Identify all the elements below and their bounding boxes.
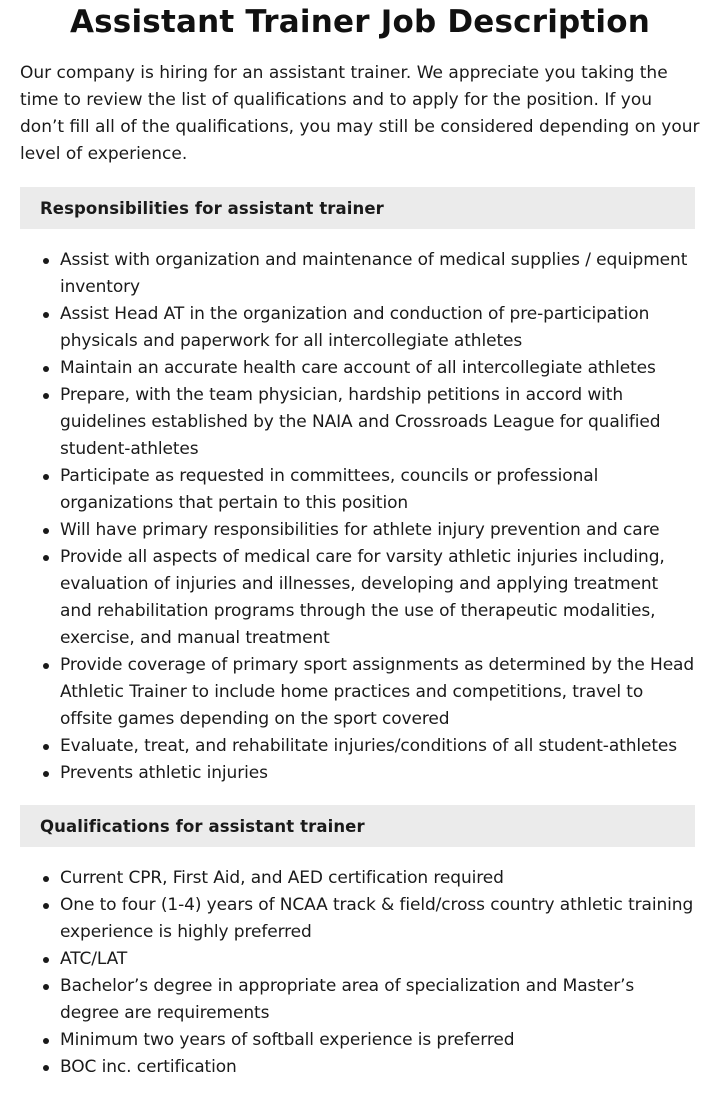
responsibilities-heading: Responsibilities for assistant trainer <box>40 198 384 218</box>
list-item: BOC inc. certification <box>60 1054 695 1081</box>
list-item: Provide all aspects of medical care for varsity athletic injuries including, evaluation of injuries and illnesses, developing and applying treatment and rehabilitation programs through the use of therapeutic modalities, exercise, and manual treatment <box>60 544 695 652</box>
qualifications-heading: Qualifications for assistant trainer <box>40 816 365 836</box>
page-title: Assistant Trainer Job Description <box>69 4 651 40</box>
list-item: Will have primary responsibilities for athlete injury prevention and care <box>60 517 695 544</box>
list-item: Maintain an accurate health care account of all intercollegiate athletes <box>60 355 695 382</box>
list-item: Participate as requested in committees, councils or professional organizations that pertain to this position <box>60 463 695 517</box>
list-item: ATC/LAT <box>60 946 695 973</box>
intro-paragraph: Our company is hiring for an assistant trainer. We appreciate you taking the time to review the list of qualifications and to apply for the position. If you don’t fill all of the qualifications, you may still be considered depending on your level of experience. <box>20 63 700 164</box>
list-item: Assist Head AT in the organization and conduction of pre-participation physicals and paperwork for all intercollegiate athletes <box>60 301 695 355</box>
qualifications-list <box>0 865 720 1081</box>
list-item: Bachelor’s degree in appropriate area of specialization and Master’s degree are requirements <box>60 973 695 1027</box>
list-item: Provide coverage of primary sport assignments as determined by the Head Athletic Trainer to include home practices and competitions, travel to offsite games depending on the sport covered <box>60 652 695 733</box>
list-item: Current CPR, First Aid, and AED certification required <box>60 865 695 892</box>
list-item: Prevents athletic injuries <box>60 760 695 787</box>
list-item: Minimum two years of softball experience is preferred <box>60 1027 695 1054</box>
responsibilities-list <box>0 247 720 787</box>
qualifications-section-header <box>20 805 695 847</box>
list-item: Evaluate, treat, and rehabilitate injuries/conditions of all student-athletes <box>60 733 695 760</box>
list-item: Prepare, with the team physician, hardship petitions in accord with guidelines established by the NAIA and Crossroads League for qualified student-athletes <box>60 382 695 463</box>
list-item: One to four (1-4) years of NCAA track & field/cross country athletic training experience is highly preferred <box>60 892 695 946</box>
list-item: Assist with organization and maintenance of medical supplies / equipment inventory <box>60 247 695 301</box>
responsibilities-section-header <box>20 187 695 229</box>
